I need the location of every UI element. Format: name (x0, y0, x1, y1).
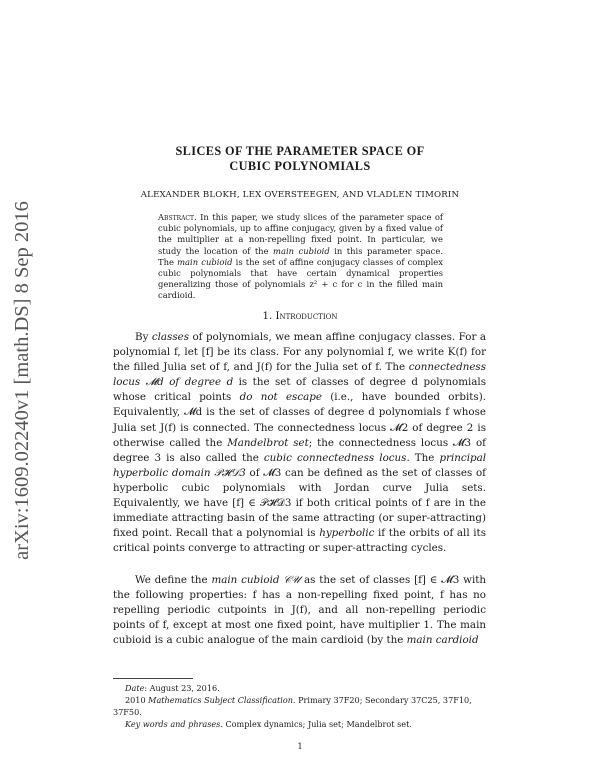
paper-title (110, 144, 490, 174)
emphasis: hyperbolic (319, 527, 375, 540)
emphasis: cubic connectedness locus (263, 451, 407, 464)
emphasis: connectedness locus 𝓜d of degree d (113, 361, 486, 389)
body-text: if the orbits of all its critical points converge to attracting or super-attracting cycles. (113, 527, 486, 555)
abstract-emphasis: main cubioid (273, 245, 330, 256)
footnote-text: Primary 37F20; Secondary 37C25, 37F10, 37F50. (113, 695, 472, 717)
emphasis: main cubioid 𝒞𝒰 (211, 574, 301, 586)
emphasis: main cardioid (406, 634, 479, 647)
arxiv-stamp (2, 180, 42, 580)
body-text: (i.e., have bounded orbits). Equivalently, 𝓜d is the set of classes of degree d polynomials f whose Julia set J(f) is connected. The connectedness locus 𝓜2 of degree 2 is otherwise called the (113, 391, 487, 449)
section-title: Introduction (275, 311, 338, 322)
section-heading (100, 311, 500, 322)
body-text: of polynomials, we mean affine conjugacy classes. For a polynomial f, let [f] be its class. For any polynomial f, we write K(f) for the filled Julia set of f, and J(f) for the Julia set of f. The (113, 331, 486, 374)
footnote-keywords (113, 719, 486, 730)
body-text: ; the connectedness locus 𝓜3 of degree 3 is also called the (113, 436, 486, 464)
body-text: We define the (135, 574, 212, 586)
emphasis: do not escape (239, 391, 322, 404)
introduction-paragraph-2 (113, 573, 486, 648)
footnote-label: Key words and phrases. (125, 718, 223, 729)
body-text: By (135, 331, 152, 343)
title-line-2: CUBIC POLYNOMIALS (229, 159, 371, 173)
body-text: as the set of classes [f] ∈ 𝓜3 with the following properties: f has a non-repelling fixed point, f has no repelling periodic cutpoints in J(f), and all non-repelling periodic points of f, except at most one fixed point, have multiplier 1. The main cubioid is a cubic analogue of the main cardioid (by the (113, 574, 487, 647)
abstract-text: is the set of affine conjugacy classes of complex cubic polynomials that have certain dynamical properties generalizing those of polynomials z² + c for c in the filled main cardioid. (158, 256, 443, 301)
section-number: 1. (262, 311, 273, 322)
body-text: is the set of classes of degree d polynomials whose critical points (113, 376, 486, 404)
title-line-1: SLICES OF THE PARAMETER SPACE OF (175, 144, 425, 158)
arxiv-identifier: arXiv:1609.02240v1 [math.DS] 8 Sep 2016 (10, 200, 33, 560)
emphasis: classes (151, 331, 190, 343)
footnote-divider (113, 678, 193, 679)
footnote-label: Date (125, 683, 145, 693)
abstract-text: in this parameter space. The (158, 245, 443, 267)
abstract (158, 212, 443, 302)
abstract-label: Abstract. (158, 212, 197, 222)
introduction-paragraph-1 (113, 330, 486, 556)
footnotes (113, 683, 486, 731)
footnote-label: Mathematics Subject Classification. (148, 695, 296, 706)
emphasis: principal hyperbolic domain 𝒫𝓗𝒟3 (113, 451, 487, 479)
abstract-text: In this paper, we study slices of the parameter space of cubic polynomials, up to affine conjugacy, given by a fixed value of the multiplier at a non-repelling fixed point. In particular, we study the location of the (158, 212, 443, 256)
body-text: . The (406, 451, 440, 464)
abstract-emphasis: main cubioid (177, 256, 233, 267)
footnote-text: : August 23, 2016. (144, 683, 220, 693)
body-text: of 𝓜3 can be defined as the set of classes of hyperbolic cubic polynomials with Jordan curve Julia sets. Equivalently, we have [f] ∈ 𝒫𝓗𝒟3 if both critical points of f are in the immediate attracting basin of the same attracting (or super-attracting) fixed point. Recall that a polynomial is (113, 466, 486, 540)
footnote-text: 2010 (125, 695, 149, 706)
footnote-date (113, 683, 486, 694)
footnote-text: Complex dynamics; Julia set; Mandelbrot set. (222, 718, 412, 729)
emphasis: Mandelbrot set (227, 436, 309, 449)
page-number: 1 (297, 741, 303, 751)
footnote-msc (113, 695, 486, 718)
author-list: ALEXANDER BLOKH, LEX OVERSTEEGEN, AND VLADLEN TIMORIN (140, 190, 460, 200)
